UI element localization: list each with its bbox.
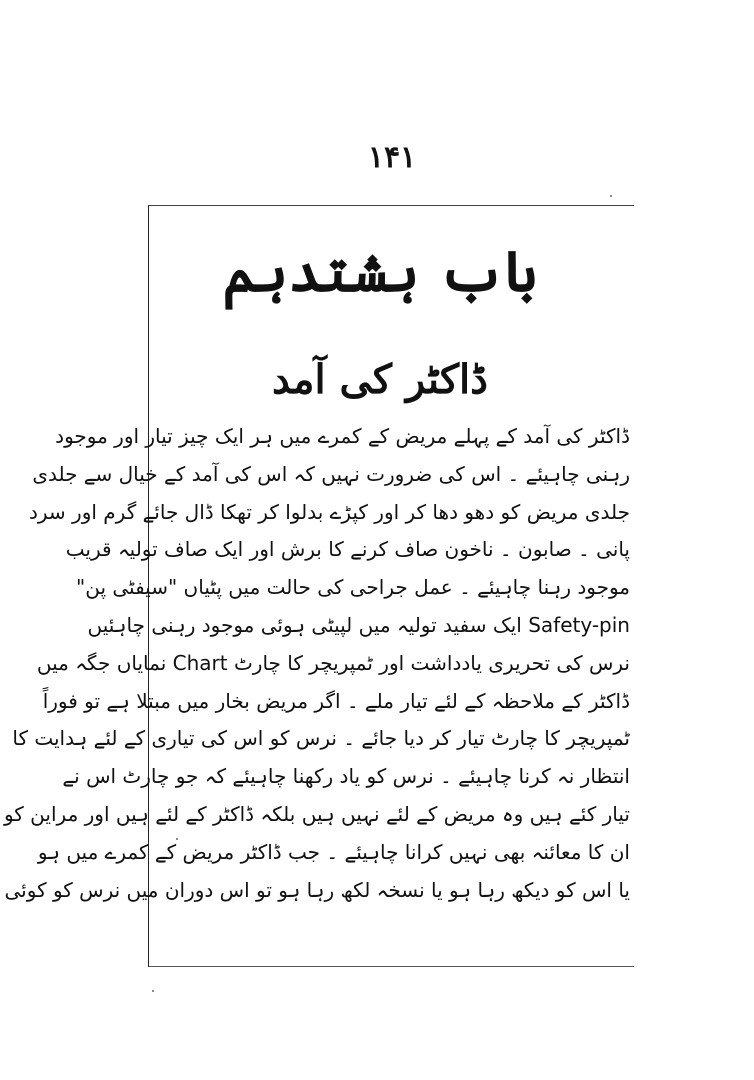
text-line: ٹمپریچر کا چارٹ تیار کر دیا جائے ۔ نرس کو اس کی تیاری کے لئے ہدایت کا: [12, 726, 630, 751]
section-title: ڈاکٹر کی آمد: [272, 356, 488, 403]
text-line: ڈاکٹر کے ملاحظہ کے لئے تیار ملے ۔ اگر مریض بخار میں مبتلا ہے تو فوراً: [42, 688, 630, 713]
scan-speck: [176, 838, 178, 840]
text-line: Safety-pin ایک سفید تولیہ میں لپیٹی ہوئی موجود رہنی چاہئیں: [87, 612, 630, 637]
text-line: تیار کئے ہیں وہ مریض کے لئے نہیں ہیں بلکہ ڈاکٹر کے لئے ہیں اور مراین کو: [3, 801, 630, 826]
text-line: پانی ۔ صابون ۔ ناخون صاف کرنے کا برش اور ایک صاف تولیہ قریب: [65, 537, 630, 562]
text-line: جلدی مریض کو دھو دھا کر اور کپڑے بدلوا کر تھکا ڈال جائے گرم اور سرد: [28, 499, 630, 524]
text-line: رہنی چاہیئے ۔ اس کی ضرورت نہیں کہ اس کی آمد کے خیال سے جلدی: [32, 461, 630, 486]
scan-speck: [610, 195, 612, 197]
text-line: یا اس کو دیکھ رہا ہو یا نسخہ لکھ رہا ہو تو اس دوران میں نرس کو کوئی: [4, 877, 630, 902]
scan-speck: [152, 990, 154, 992]
text-line: انتظار نہ کرنا چاہیئے ۔ نرس کو یاد رکھنا چاہیئے کہ جو چارٹ اس نے: [62, 764, 630, 789]
chapter-title: باب ہشتدہم: [222, 239, 538, 305]
body-text: [3, 418, 630, 909]
page-number: ۱۴۱: [367, 140, 417, 175]
text-line: ڈاکٹر کی آمد کے پہلے مریض کے کمرے میں ہر ایک چیز تیار اور موجود: [55, 424, 630, 448]
text-line: ان کا معائنہ بھی نہیں کرانا چاہیئے ۔ جب ڈاکٹر مریض کے کمرے میں ہو: [37, 839, 630, 864]
text-line: نرس کی تحریری یادداشت اور ٹمپریچر کا چارٹ Chart نمایاں جگہ میں: [36, 650, 630, 675]
text-line: موجود رہنا چاہیئے ۔ عمل جراحی کی حالت میں پٹیاں "سیفٹی پن": [76, 575, 630, 600]
